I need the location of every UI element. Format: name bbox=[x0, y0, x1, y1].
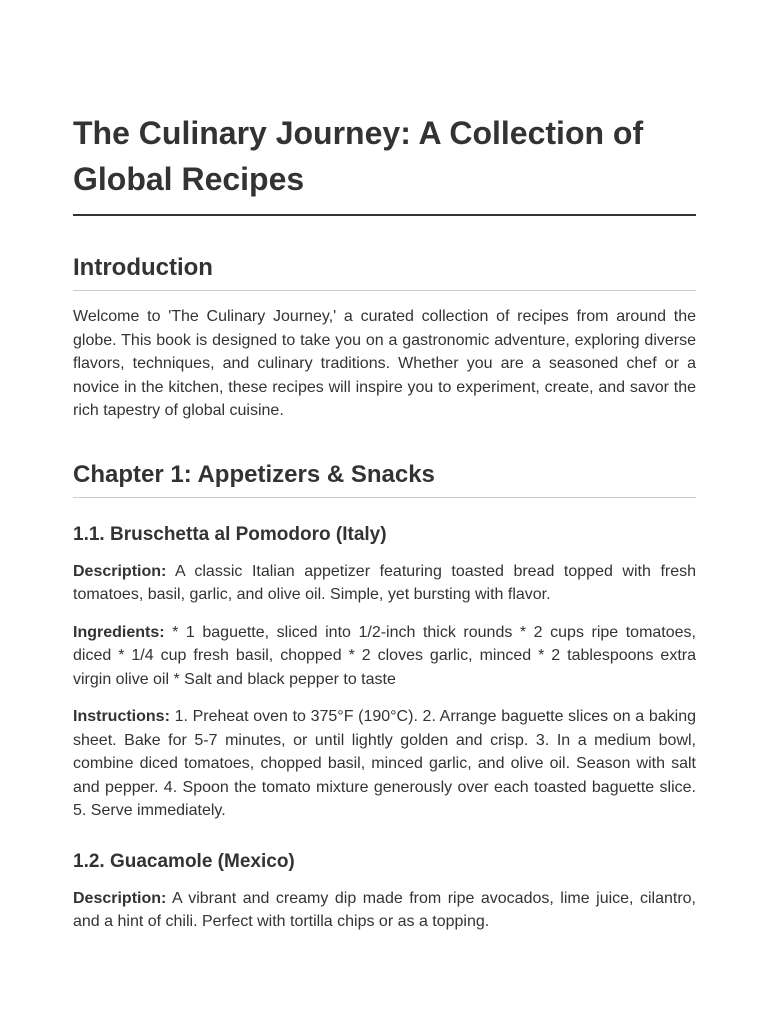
ingredients-text: * 1 baguette, sliced into 1/2-inch thick rounds * 2 cups ripe tomatoes, diced * 1/4 cup fresh basil, chopped * 2 cloves garlic, minced * 2 tablespoons extra virgin olive oil * Salt and black pepper to taste bbox=[73, 623, 696, 688]
description-text: A vibrant and creamy dip made from ripe avocados, lime juice, cilantro, and a hint of chili. Perfect with tortilla chips or as a topping. bbox=[73, 889, 697, 930]
recipe-1-instructions bbox=[73, 705, 696, 823]
recipe-1-ingredients bbox=[73, 621, 696, 692]
document-page bbox=[73, 110, 696, 934]
introduction-body: Welcome to 'The Culinary Journey,' a curated collection of recipes from around the globe. This book is designed to take you on a gastronomic adventure, exploring diverse flavors, techniques, and culinary traditions. Whether you are a seasoned chef or a novice in the kitchen, these recipes will inspire you to experiment, create, and savor the rich tapestry of global cuisine. bbox=[73, 308, 696, 419]
description-text: A classic Italian appetizer featuring toasted bread topped with fresh tomatoes, basil, garlic, and olive oil. Simple, yet bursting with flavor. bbox=[73, 562, 697, 603]
description-label: Description: bbox=[73, 889, 167, 907]
recipe-1-heading: 1.1. Bruschetta al Pomodoro (Italy) bbox=[73, 523, 387, 545]
chapter-1-heading: Chapter 1: Appetizers & Snacks bbox=[73, 459, 696, 498]
instructions-label: Instructions: bbox=[73, 708, 170, 725]
recipe-2-heading: 1.2. Guacamole (Mexico) bbox=[73, 850, 295, 872]
recipe-1-description bbox=[73, 560, 696, 607]
recipe-2-description bbox=[73, 887, 696, 934]
instructions-text: 1. Preheat oven to 375°F (190°C). 2. Arrange baguette slices on a baking sheet. Bake for 5-7 minutes, or until lightly golden and crisp. 3. In a medium bowl, combine diced tomatoes, chopped basil, minced garlic, and olive oil. Season with salt and pepper. 4. Spoon the tomato mixture generously over each toasted baguette slice. 5. Serve immediately. bbox=[73, 708, 696, 819]
description-label: Description: bbox=[73, 562, 167, 580]
document-title: The Culinary Journey: A Collection of Global Recipes bbox=[73, 110, 696, 216]
introduction-heading: Introduction bbox=[73, 252, 696, 291]
ingredients-label: Ingredients: bbox=[73, 623, 165, 641]
